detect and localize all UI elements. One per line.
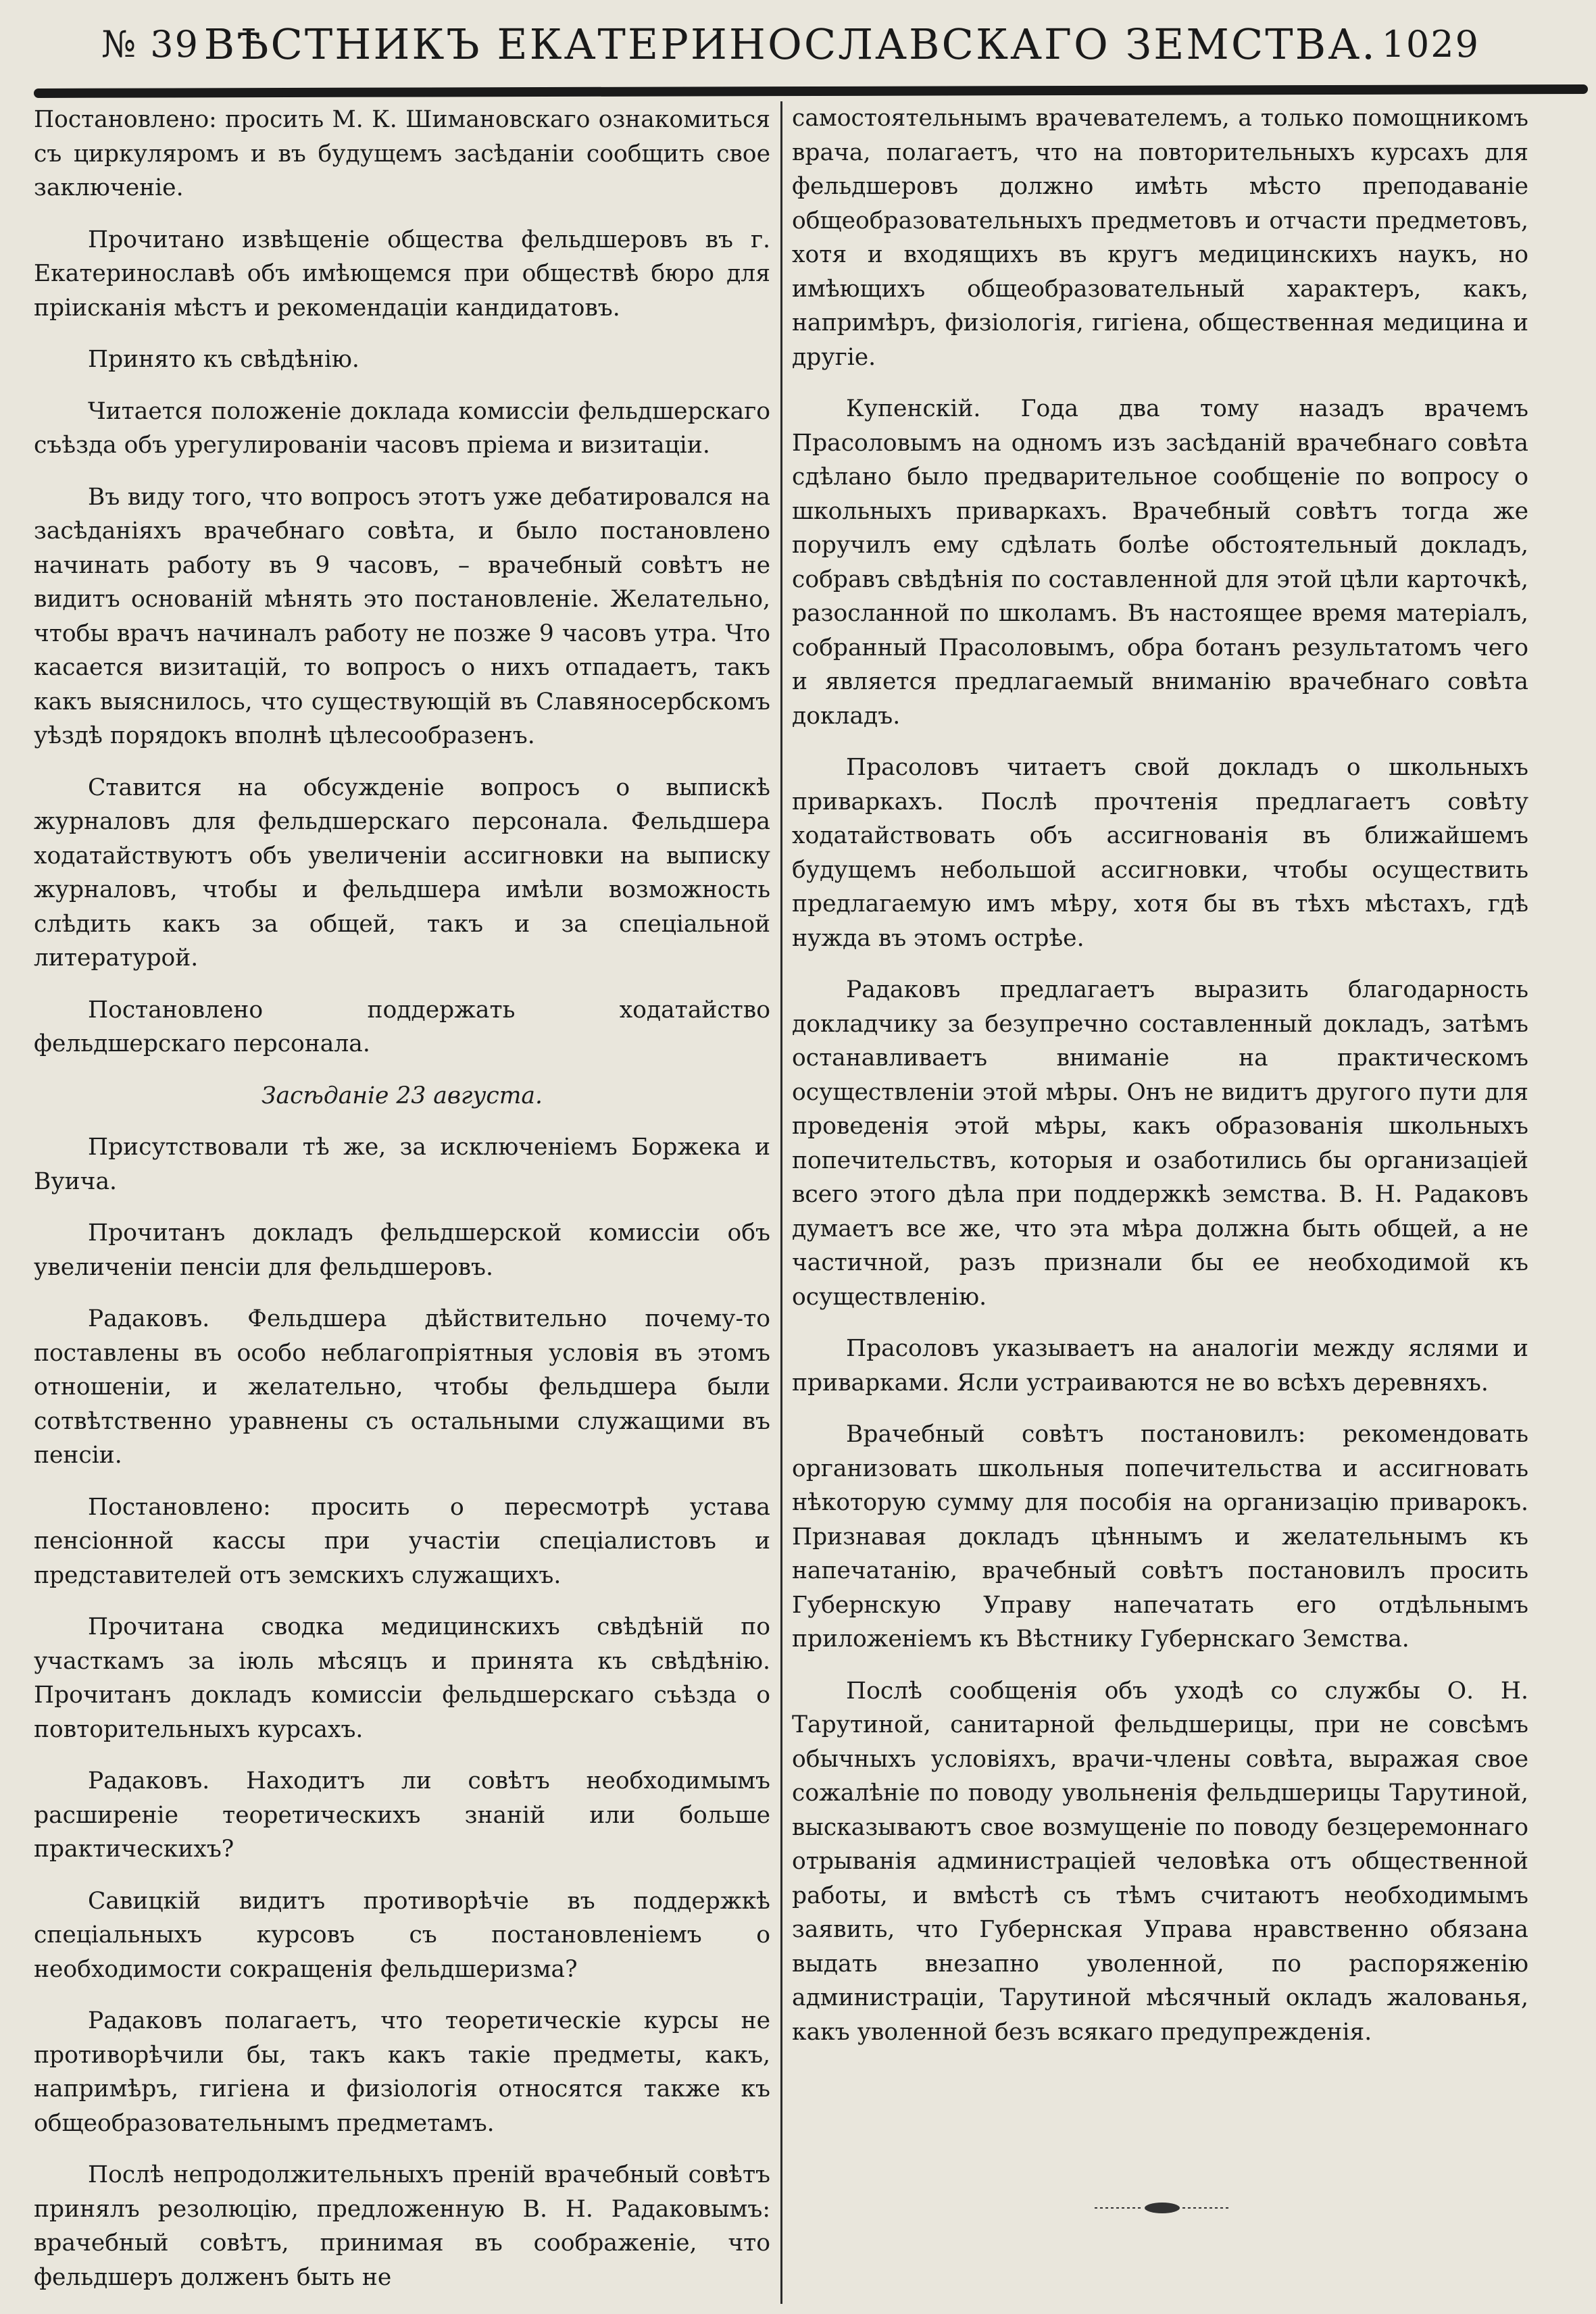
paragraph: Прасоловъ указываетъ на аналогіи между яслями и приварками. Ясли устраиваются не во всѣхъ деревняхъ. [792,1335,1528,1397]
paragraph: Постановлено поддержать ходатайство фельдшерскаго персонала. [34,996,770,1057]
header-rule [34,84,1588,98]
page-number: 1029 [1381,22,1480,66]
section-heading: Засѣданіе 23 августа. [261,1082,543,1109]
paragraph: Прочитанъ докладъ фельдшерской комиссіи объ увеличеніи пенсіи для фельдшеровъ. [34,1219,770,1281]
paragraph: Постановлено: просить М. К. Шимановскаго ознакомиться съ циркуляромъ и въ будущемъ засѣданіи сообщить свое заключеніе. [34,106,770,201]
paragraph: Постановлено: просить о пересмотрѣ устава пенсіонной кассы при участіи спеціалистовъ и представителей отъ земскихъ служащихъ. [34,1493,770,1589]
end-ornament [1095,2201,1230,2215]
paragraph: Купенскій. Года два тому назадъ врачемъ Прасоловымъ на одномъ изъ засѣданій врачебнаго совѣта сдѣлано было предварительное сообщеніе по вопросу о школьныхъ приваркахъ. Врачебный совѣтъ тогда же поручилъ ему сдѣлать болѣе обстоятельный докладъ, собравъ свѣдѣнія по составленной для этой цѣли карточкѣ, разосланной по школамъ. Въ настоящее время матеріалъ, собранный Прасоловымъ, обра ботанъ результатомъ чего и является предлагаемый вниманію врачебнаго совѣта докладъ. [792,395,1528,730]
paragraph: Въ виду того, что вопросъ этотъ уже дебатировался на засѣданіяхъ врачебнаго совѣта, и было постановлено начинать работу въ 9 часовъ, – врачебный совѣтъ не видитъ основаній мѣнять это постановленіе. Желательно, чтобы врачъ начиналъ работу не позже 9 часовъ утра. Что касается визитацій, то вопросъ о нихъ отпадаетъ, такъ какъ выяснилось, что существующій въ Славяносербскомъ уѣздѣ порядокъ вполнѣ цѣлесообразенъ. [34,483,770,749]
issue-number: № 39 [101,22,199,66]
paragraph: Читается положеніе доклада комиссіи фельдшерскаго съѣзда объ урегулированіи часовъ пріема и визитаціи. [34,397,770,459]
journal-title: ВѢСТНИКЪ ЕКАТЕРИНОСЛАВСКАГО ЗЕМСТВА. [203,19,1377,69]
page-header [101,14,1480,74]
column-separator [780,101,782,2304]
paragraph: Присутствовали тѣ же, за исключеніемъ Боржека и Вуича. [34,1134,770,1195]
paragraph: Принято къ свѣдѣнію. [88,346,359,373]
right-column [792,101,1528,2297]
paragraph: Врачебный совѣтъ постановилъ: рекомендовать организовать школьныя попечительства и ассигновать нѣкоторую сумму для пособія на организацію приварокъ. Признавая докладъ цѣннымъ и желательнымъ къ напечатанію, врачебный совѣтъ постановилъ просить Губернскую Управу напечатать его отдѣльнымъ приложеніемъ къ Вѣстнику Губернскаго Земства. [792,1421,1528,1653]
paragraph: Послѣ непродолжительныхъ преній врачебный совѣтъ принялъ резолюцію, предложенную В. Н. Радаковымъ: врачебный совѣтъ, принимая въ соображеніе, что фельдшеръ долженъ быть не [34,2161,770,2291]
paragraph: Радаковъ предлагаетъ выразить благодарность докладчику за безупречно составленный докладъ, затѣмъ останавливаетъ вниманіе на практическомъ осуществленіи этой мѣры. Онъ не видитъ другого пути для проведенія этой мѣры, какъ образованія школьныхъ попечительствъ, которыя и озаботились бы организаціей всего этого дѣла при поддержкѣ земства. В. Н. Радаковъ думаетъ все же, что эта мѣра должна быть общей, а не частичной, разъ признали бы ее необходимой къ осуществленію. [792,976,1528,1311]
paragraph: Радаковъ. Фельдшера дѣйствительно почему-то поставлены въ особо неблагопріятныя условія въ этомъ отношеніи, и желательно, чтобы фельдшера были сотвѣтственно уравнены съ остальными служащими въ пенсіи. [34,1305,770,1469]
paragraph: Прочитано извѣщеніе общества фельдшеровъ въ г. Екатеринославѣ объ имѣющемся при обществѣ бюро для пріисканія мѣстъ и рекомендаціи кандидатовъ. [34,226,770,322]
paragraph: Радаковъ. Находитъ ли совѣтъ необходимымъ расширеніе теоретическихъ знаній или больше практическихъ? [34,1767,770,1863]
paragraph: Послѣ сообщенія объ уходѣ со службы О. Н. Тарутиной, санитарной фельдшерицы, при не совсѣмъ обычныхъ условіяхъ, врачи-члены совѣта, выражая свое сожалѣніе по поводу увольненія фельдшерицы Тарутиной, высказываютъ свое возмущеніе по поводу безцеремоннаго отрыванія администраціей человѣка отъ общественной работы, и вмѣстѣ съ тѣмъ считаютъ необходимымъ заявить, что Губернская Управа нравственно обязана выдать внезапно уволенной, по распоряженію администраціи, Тарутиной мѣсячный окладъ жалованья, какъ уволенной безъ всякаго предупрежденія. [792,1677,1528,2046]
left-column [34,103,770,2298]
paragraph: Савицкій видитъ противорѣчіе въ поддержкѣ спеціальныхъ курсовъ съ постановленіемъ о необходимости сокращенія фельдшеризма? [34,1887,770,1983]
paragraph: Прасоловъ читаетъ свой докладъ о школьныхъ приваркахъ. Послѣ прочтенія предлагаетъ совѣту ходатайствовать объ ассигнованія въ ближайшемъ будущемъ небольшой ассигновки, чтобы осуществить предлагаемую имъ мѣру, хотя бы въ тѣхъ мѣстахъ, гдѣ нужда въ этомъ острѣе. [792,754,1528,952]
paragraph: Радаковъ полагаетъ, что теоретическіе курсы не противорѣчили бы, такъ какъ такіе предметы, какъ, напримѣръ, гигіена и физіологія относятся также къ общеобразовательнымъ предметамъ. [34,2007,770,2137]
paragraph: Прочитана сводка медицинскихъ свѣдѣній по участкамъ за іюль мѣсяцъ и принята къ свѣдѣнію. Прочитанъ докладъ комиссіи фельдшерскаго съѣзда о повторительныхъ курсахъ. [34,1613,770,1743]
paragraph: самостоятельнымъ врачевателемъ, а только помощникомъ врача, полагаетъ, что на повторительныхъ курсахъ для фельдшеровъ должно имѣть мѣсто преподаваніе общеобразовательныхъ предметовъ и отчасти предметовъ, хотя и входящихъ въ кругъ медицинскихъ наукъ, но имѣющихъ общеобразовательный характеръ, какъ, напримѣръ, физіологія, гигіена, общественная медицина и другіе. [792,105,1528,371]
paragraph: Ставится на обсужденіе вопросъ о выпискѣ журналовъ для фельдшерскаго персонала. Фельдшера ходатайствуютъ объ увеличеніи ассигновки на выписку журналовъ, чтобы и фельдшера имѣли возможность слѣдить какъ за общей, такъ и за спеціальной литературой. [34,774,770,972]
